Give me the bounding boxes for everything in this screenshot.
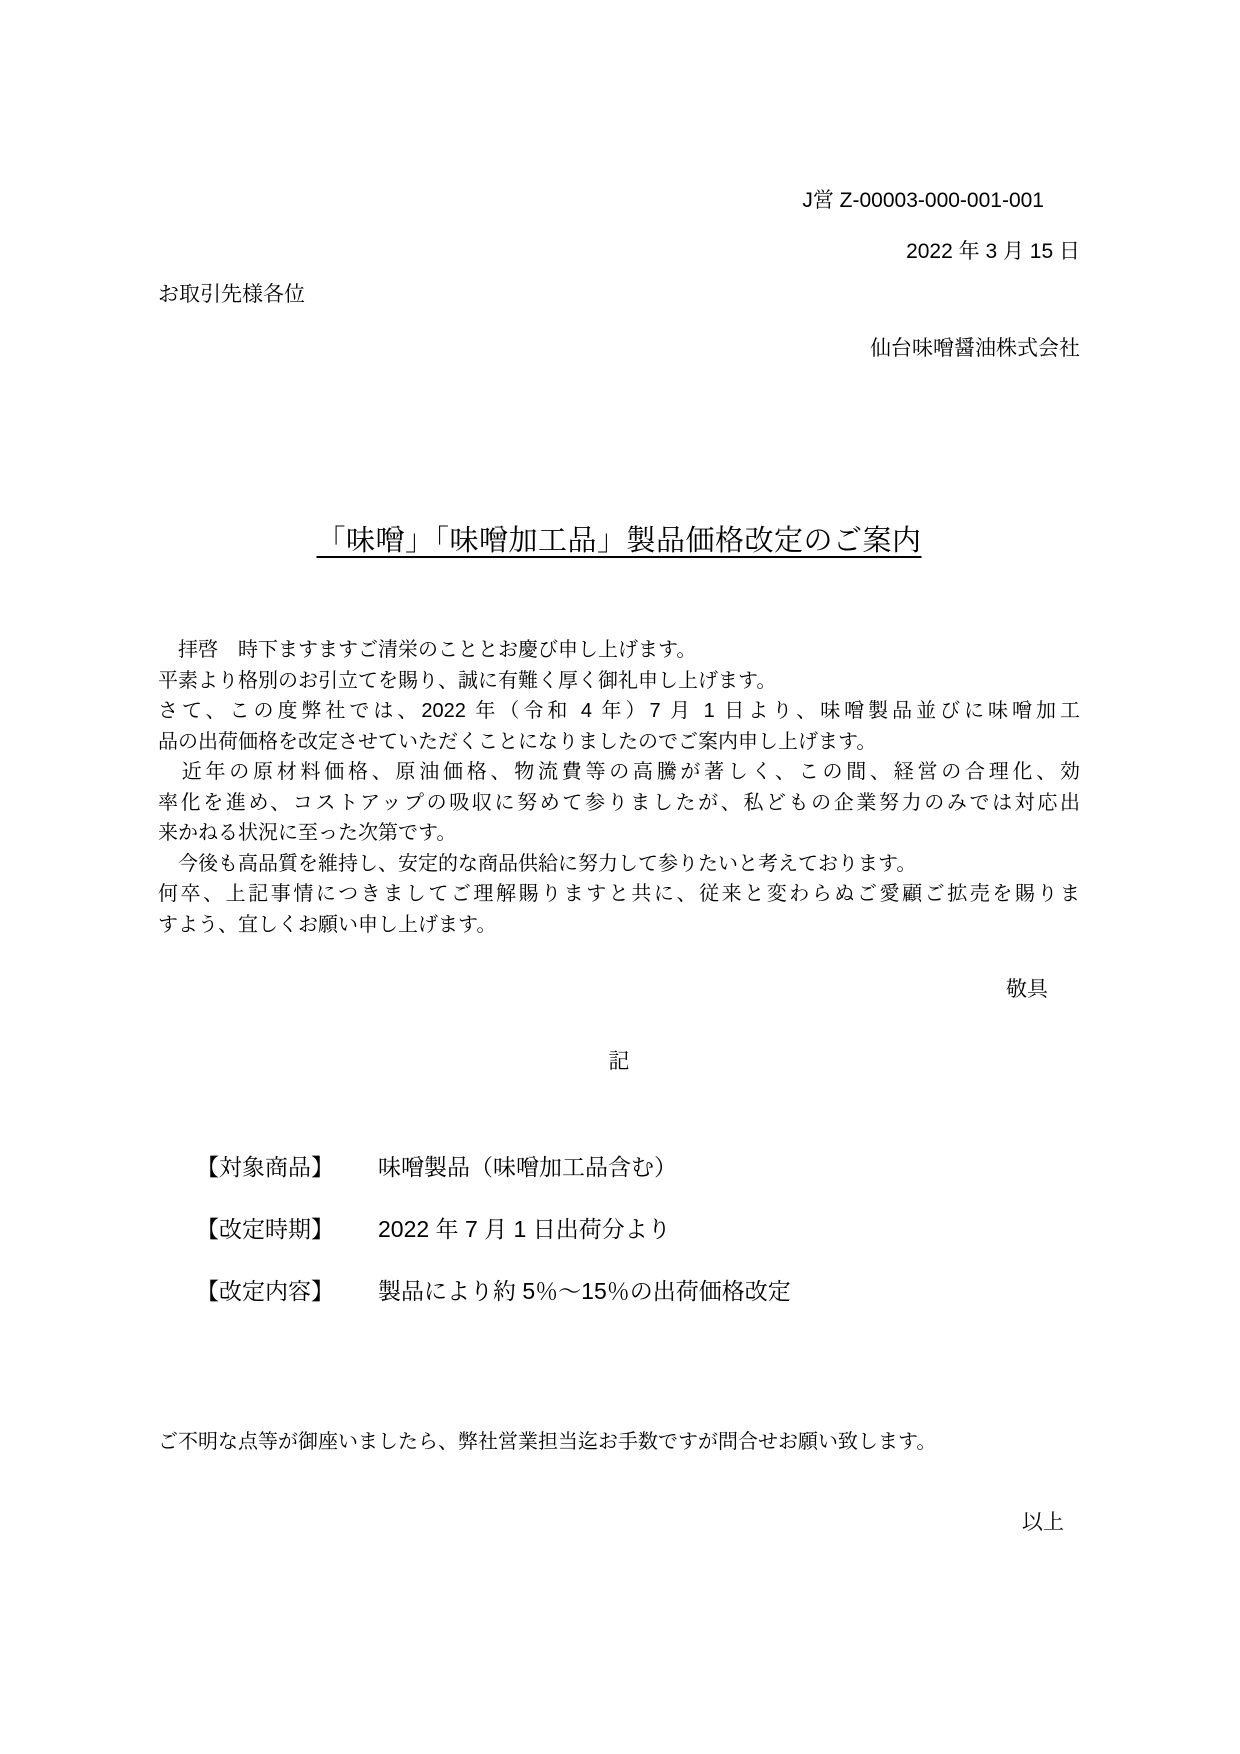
body-line: 今後も高品質を維持し、安定的な商品供給に努力して参りたいと考えております。: [158, 852, 917, 875]
item-value: 味噌製品（味噌加工品含む）: [378, 1154, 677, 1180]
body-line: 何卒、上記事情につきましてご理解賜りますと共に、従来と変わらぬご愛顧ご拡売を賜りま: [158, 883, 1080, 905]
item-value: 2022 年 7 月 1 日出荷分より: [378, 1216, 671, 1242]
footer-note: ご不明な点等が御座いましたら、弊社営業担当迄お手数ですが問合せお願い致します。: [158, 1431, 937, 1453]
addressee: お取引先様各位: [158, 283, 305, 306]
doc-date: 2022 年 3 月 15 日: [906, 240, 1080, 263]
closing-keigu: 敬具: [1006, 978, 1048, 1001]
body-line: すよう、宜しくお願い申し上げます。: [158, 913, 497, 936]
body-line: 拝啓 時下ますますご清栄のこととお慶び申し上げます。: [158, 639, 697, 661]
body-line: 品の出荷価格を改定させていただくことになりましたのでご案内申し上げます。: [158, 730, 877, 753]
ki-marker: 記: [608, 1050, 630, 1073]
item-label: 【対象商品】: [196, 1154, 334, 1180]
title-wrap: [158, 520, 1080, 567]
body-line: 率化を進め、コストアップの吸収に努めて参りましたが、私どもの企業努力のみでは対応出: [158, 791, 1080, 814]
body-line: さて、この度弊社では、2022 年（令和 4 年）7 月 1 日より、味噌製品並びに味噌加工: [158, 700, 1080, 722]
document-title: 「味噌」「味噌加工品」製品価格改定のご案内: [316, 525, 922, 557]
company-name: 仙台味噌醤油株式会社: [870, 337, 1080, 360]
item-label: 【改定時期】: [196, 1216, 334, 1242]
body-line: 来かねる状況に至った次第です。: [158, 822, 457, 844]
body-line: 平素より格別のお引立てを賜り、誠に有難く厚く御礼申し上げます。: [158, 669, 777, 692]
item-revision-content: [196, 1275, 1080, 1307]
item-value: 製品により約 5％～15％の出荷価格改定: [378, 1278, 791, 1304]
doc-number: J営 Z-00003-000-001-001: [802, 189, 1044, 212]
letter-body: [158, 635, 1080, 940]
revision-details: [158, 1151, 1080, 1307]
ijou-marker: 以上: [1022, 1511, 1064, 1534]
item-target-product: [196, 1151, 1080, 1183]
item-label: 【改定内容】: [196, 1278, 334, 1304]
item-revision-date: [196, 1213, 1080, 1245]
body-line: 近年の原材料価格、原油価格、物流費等の高騰が著しく、この間、経営の合理化、効: [158, 761, 1080, 783]
